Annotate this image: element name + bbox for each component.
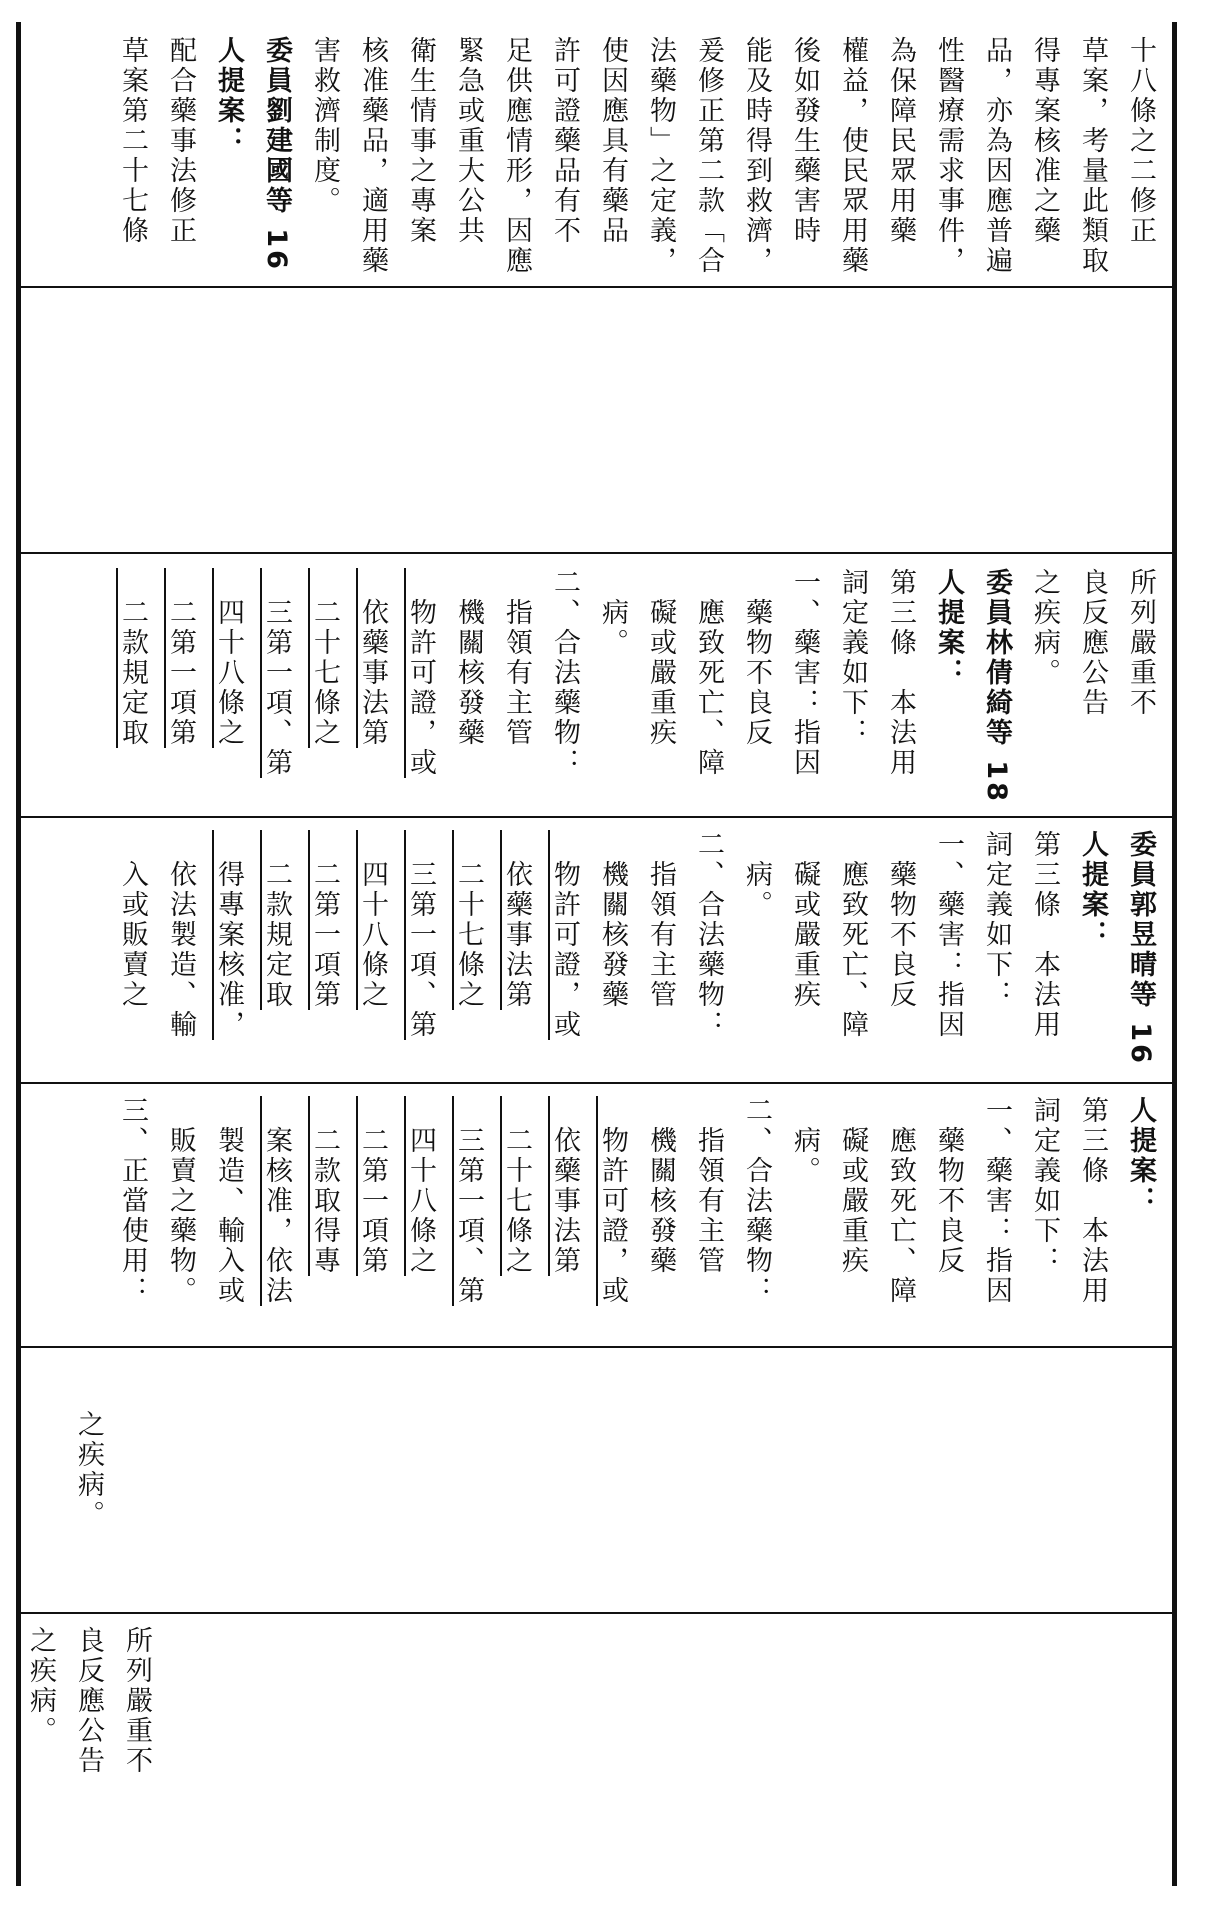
right-border-rule [1172,22,1177,1886]
text-line: 第三條 本法用 [1029,830,1060,1040]
text-line: 爰修正第二款「合 [693,36,724,276]
text-line: 法藥物」之定義， [645,36,676,276]
text-line: 害救濟制度。 [309,36,340,216]
text-line: 依藥事法第 [357,568,388,748]
section-divider [20,1082,1172,1084]
text-line: 二、合法藥物： [741,1096,772,1306]
text-line: 機關核發藥 [453,568,484,748]
left-border-rule [16,22,21,1886]
text-line: 能及時得到救濟， [741,36,772,276]
text-line: 核准藥品，適用藥 [357,36,388,276]
text-line: 得專案核准， [213,830,244,1040]
text-line: 指領有主管 [501,568,532,748]
text-line: 衛生情事之專案 [405,36,436,246]
text-line: 二款規定取 [261,830,292,1010]
text-line: 製造、輸入或 [213,1096,244,1306]
text-line: 第三條 本法用 [1077,1096,1108,1306]
text-line: 詞定義如下： [981,830,1012,1010]
text-line: 藥物不良反 [741,568,772,748]
text-line: 物許可證，或 [405,568,436,778]
text-block-lin-proposal [108,568,1164,814]
section-divider [20,552,1172,554]
text-line: 委員林倩綺等 18 [981,568,1012,804]
text-line: 病。 [789,1096,820,1186]
text-line: 礙或嚴重疾 [789,830,820,1010]
text-line: 良反應公告 [1077,568,1108,718]
text-line: 礙或嚴重疾 [645,568,676,748]
text-line: 三第一項、第 [261,568,292,778]
text-block-fragment [64,1380,112,1606]
text-line: 應致死亡、障 [693,568,724,778]
text-line: 依法製造、輸 [165,830,196,1040]
text-line: 十八條之二修正 [1125,36,1156,246]
text-line: 委員郭昱晴等 16 [1125,830,1156,1066]
text-line: 二第一項第 [165,568,196,748]
text-line: 人提案： [1077,830,1108,950]
text-line: 應致死亡、障 [885,1096,916,1306]
section-divider [20,1612,1172,1614]
text-line: 礙或嚴重疾 [837,1096,868,1276]
text-line: 配合藥事法修正 [165,36,196,246]
text-line: 人提案： [1125,1096,1156,1216]
text-line: 得專案核准之藥 [1029,36,1060,246]
text-line: 二款規定取 [117,568,148,748]
text-line: 二十七條之 [309,568,340,748]
text-line: 之疾病。 [73,1380,104,1530]
section-divider [20,1346,1172,1348]
text-line: 一、藥害：指因 [789,568,820,778]
text-line: 之疾病。 [1029,568,1060,688]
text-line: 第三條 本法用 [885,568,916,778]
text-block-kuo-proposal [108,830,1164,1076]
text-line: 二十七條之 [453,830,484,1010]
text-block-proposal [108,1096,1164,1342]
text-line: 性醫療需求事件， [933,36,964,276]
text-line: 物許可證，或 [549,830,580,1040]
text-line: 病。 [597,568,628,658]
text-line: 機關核發藥 [597,830,628,1010]
text-line: 依藥事法第 [501,830,532,1010]
text-line: 後如發生藥害時 [789,36,820,246]
text-line: 三第一項、第 [453,1096,484,1306]
text-line: 詞定義如下： [1029,1096,1060,1276]
text-line: 二第一項第 [309,830,340,1010]
text-line: 機關核發藥 [645,1096,676,1276]
text-line: 二款取得專 [309,1096,340,1276]
text-line: 四十八條之 [357,830,388,1010]
text-line: 草案，考量此類取 [1077,36,1108,276]
text-line: 物許可證，或 [597,1096,628,1306]
text-line: 應致死亡、障 [837,830,868,1040]
text-line: 使因應具有藥品 [597,36,628,246]
text-line: 三、正當使用： [117,1096,148,1306]
text-line: 草案第二十七條 [117,36,148,246]
section-divider [20,286,1172,288]
text-line: 一、藥害：指因 [933,830,964,1040]
text-line: 二、合法藥物： [549,568,580,778]
text-line: 入或販賣之 [117,830,148,1010]
text-line: 足供應情形，因應 [501,36,532,276]
text-line: 指領有主管 [693,1096,724,1276]
text-line: 許可證藥品有不 [549,36,580,246]
text-line: 藥物不良反 [933,1096,964,1276]
text-line: 四十八條之 [405,1096,436,1276]
text-line: 藥物不良反 [885,830,916,1010]
text-line: 良反應公告 [73,1626,104,1776]
text-line: 案核准，依法 [261,1096,292,1306]
text-line: 依藥事法第 [549,1096,580,1276]
text-line: 病。 [741,830,772,920]
text-line: 人提案： [213,36,244,156]
text-line: 一、藥害：指因 [981,1096,1012,1306]
text-line: 所列嚴重不 [1125,568,1156,718]
text-line: 二十七條之 [501,1096,532,1276]
text-line: 之疾病。 [25,1626,56,1746]
text-line: 品，亦為因應普遍 [981,36,1012,276]
text-line: 二、合法藥物： [693,830,724,1040]
text-line: 委員劉建國等 16 [261,36,292,272]
text-block-liu-proposal [108,36,1164,282]
text-line: 四十八條之 [213,568,244,748]
section-divider [20,816,1172,818]
text-line: 為保障民眾用藥 [885,36,916,246]
text-line: 詞定義如下： [837,568,868,748]
text-line: 所列嚴重不 [121,1626,152,1776]
text-block-fragment-bottom [16,1626,160,1872]
text-line: 權益，使民眾用藥 [837,36,868,276]
text-line: 指領有主管 [645,830,676,1010]
text-line: 人提案： [933,568,964,688]
text-line: 三第一項、第 [405,830,436,1040]
text-line: 緊急或重大公共 [453,36,484,246]
text-line: 二第一項第 [357,1096,388,1276]
text-line: 販賣之藥物。 [165,1096,196,1306]
